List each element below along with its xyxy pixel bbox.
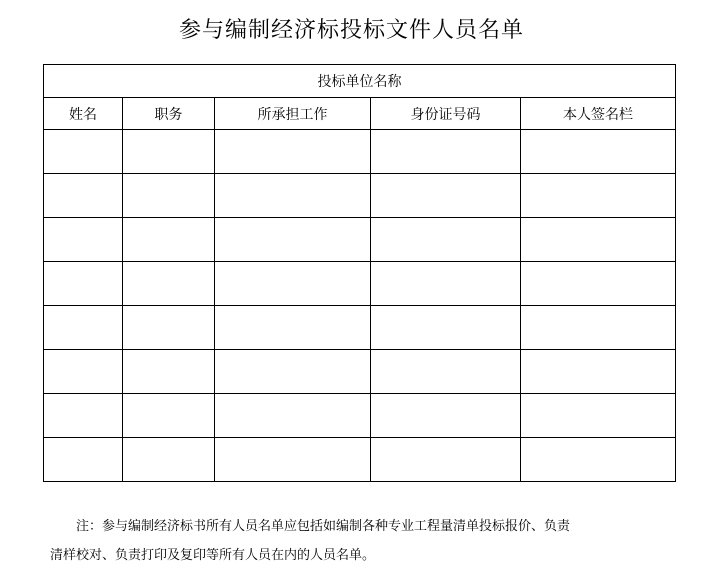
name-cell xyxy=(44,218,123,262)
position-cell xyxy=(123,394,215,438)
duty-cell xyxy=(215,218,371,262)
table-row xyxy=(44,394,676,438)
table-row xyxy=(44,438,676,482)
duty-cell xyxy=(215,262,371,306)
table-row xyxy=(44,306,676,350)
name-cell xyxy=(44,438,123,482)
footnote-line-2: 清样校对、负责打印及复印等所有人员在内的人员名单。 xyxy=(50,548,376,563)
position-cell xyxy=(123,174,215,218)
signature-cell xyxy=(521,130,676,174)
duty-cell xyxy=(215,306,371,350)
column-header-id-number: 身份证号码 xyxy=(371,98,521,130)
duty-cell xyxy=(215,174,371,218)
footnote-text-1: 注：参与编制经济标书所有人员名单应包括如编制各种专业工程量清单投标报价、负责 xyxy=(76,519,571,534)
id-number-cell xyxy=(371,262,521,306)
column-header-position: 职务 xyxy=(123,98,215,130)
id-number-cell xyxy=(371,438,521,482)
column-header-name: 姓名 xyxy=(44,98,123,130)
name-cell xyxy=(44,130,123,174)
signature-cell xyxy=(521,218,676,262)
id-number-cell xyxy=(371,218,521,262)
duty-cell xyxy=(215,394,371,438)
signature-cell xyxy=(521,306,676,350)
name-cell xyxy=(44,394,123,438)
id-number-cell xyxy=(371,130,521,174)
position-cell xyxy=(123,262,215,306)
id-number-cell xyxy=(371,174,521,218)
name-cell xyxy=(44,262,123,306)
position-cell xyxy=(123,306,215,350)
table-row xyxy=(44,174,676,218)
duty-cell xyxy=(215,350,371,394)
id-number-cell xyxy=(371,394,521,438)
document-title: 参与编制经济标投标文件人员名单 xyxy=(178,18,524,43)
table-row xyxy=(44,262,676,306)
duty-cell xyxy=(215,130,371,174)
footnote-line-1 xyxy=(50,512,670,541)
position-cell xyxy=(123,130,215,174)
position-cell xyxy=(123,438,215,482)
name-cell xyxy=(44,174,123,218)
signature-cell xyxy=(521,394,676,438)
bidder-name-row xyxy=(44,65,676,98)
duty-cell xyxy=(215,438,371,482)
name-cell xyxy=(44,306,123,350)
personnel-table xyxy=(43,64,676,482)
signature-cell xyxy=(521,438,676,482)
position-cell xyxy=(123,218,215,262)
header-row xyxy=(44,98,676,130)
id-number-cell xyxy=(371,350,521,394)
signature-cell xyxy=(521,262,676,306)
id-number-cell xyxy=(371,306,521,350)
table-row xyxy=(44,218,676,262)
position-cell xyxy=(123,350,215,394)
column-header-signature: 本人签名栏 xyxy=(521,98,676,130)
footnote xyxy=(50,512,670,570)
table-row xyxy=(44,350,676,394)
bidder-name-label: 投标单位名称 xyxy=(44,65,676,98)
table-row xyxy=(44,130,676,174)
name-cell xyxy=(44,350,123,394)
signature-cell xyxy=(521,350,676,394)
column-header-duty: 所承担工作 xyxy=(215,98,371,130)
signature-cell xyxy=(521,174,676,218)
